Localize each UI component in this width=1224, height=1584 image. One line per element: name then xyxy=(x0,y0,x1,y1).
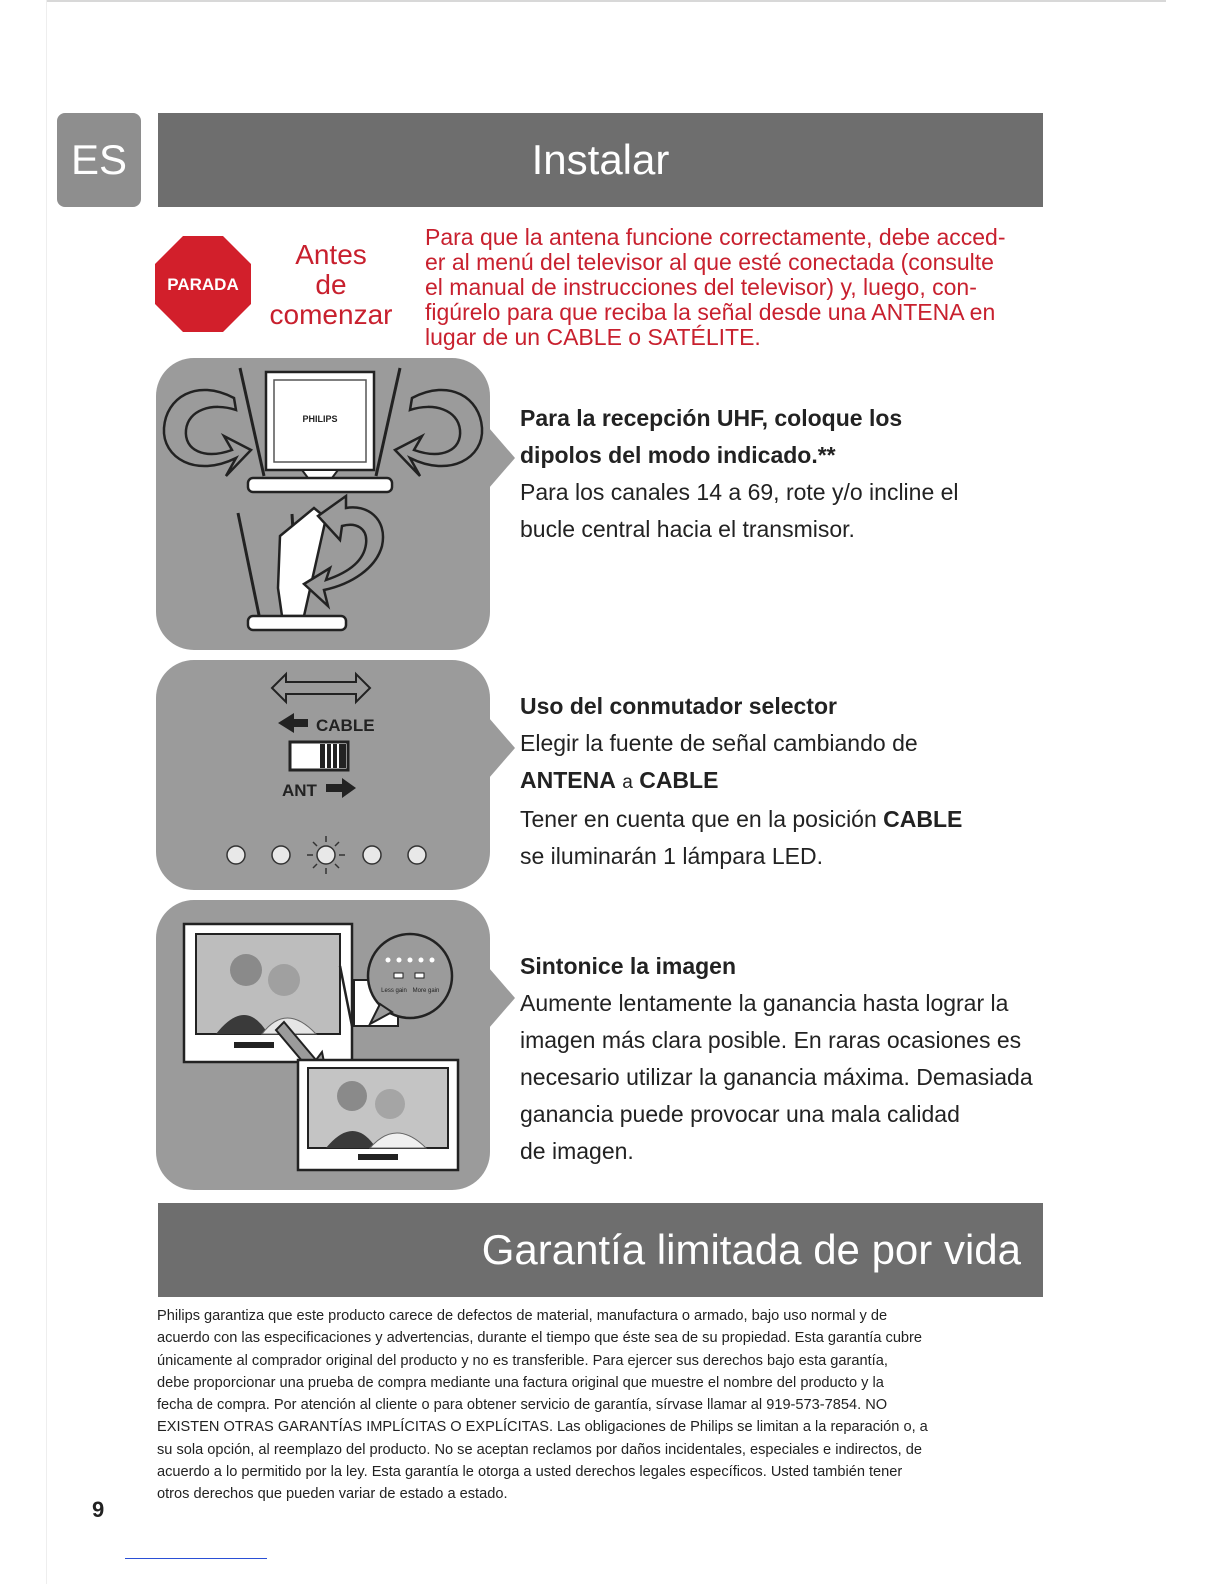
warranty-line: Philips garantiza que este producto carece de defectos de material, manufactura o armado, bajo uso normal y de xyxy=(157,1308,888,1324)
warning-line: er al menú del televisor al que esté conectada (consulte xyxy=(425,249,994,275)
warranty-line: acuerdo con las especificaciones y advertencias, durante el tiempo que éste sea de su propiedad. Esta garantía cubre xyxy=(157,1330,923,1347)
tune-body-line: imagen más clara posible. En raras ocasiones es xyxy=(520,1027,1022,1053)
tune-instructions xyxy=(520,948,1050,1170)
led-indicator xyxy=(227,846,245,864)
install-banner xyxy=(158,113,1043,207)
before-start-line: Antes xyxy=(295,239,367,270)
install-title: Instalar xyxy=(531,136,670,183)
led-indicator xyxy=(408,846,426,864)
tune-body-line: necesario utilizar la ganancia máxima. Demasiada xyxy=(520,1064,1033,1090)
antenna-rotation-illustration xyxy=(156,358,490,650)
page-number: 9 xyxy=(92,1497,105,1522)
footer-link-underline[interactable] xyxy=(125,1558,267,1559)
uhf-body-line: bucle central hacia el transmisor. xyxy=(520,516,855,542)
panel-pointer xyxy=(489,428,515,488)
cable-word: CABLE xyxy=(639,767,719,793)
selector-line: se iluminarán 1 lámpara LED. xyxy=(520,843,823,869)
tune-body-line: de imagen. xyxy=(520,1138,634,1164)
selector-illustration-panel xyxy=(156,660,490,890)
uhf-body-line: Para los canales 14 a 69, rote y/o incline el xyxy=(520,479,959,505)
warranty-line: únicamente al comprador original del producto y no es transferible. Para ejercer sus derechos bajo esta garantía, xyxy=(157,1352,888,1369)
language-tab: ES xyxy=(57,113,141,207)
warranty-line: otros derechos que pueden variar de estado a estado. xyxy=(157,1486,508,1503)
tune-heading: Sintonice la imagen xyxy=(520,953,736,979)
before-start-line: comenzar xyxy=(269,299,393,330)
selector-instructions xyxy=(520,688,1050,875)
tune-body-line: ganancia puede provocar una mala calidad xyxy=(520,1101,960,1127)
warranty-line: fecha de compra. Por atención al cliente o para obtener servicio de garantía, sírvase llamar al 919-573-7854. NO xyxy=(157,1397,888,1414)
warranty-line: EXISTEN OTRAS GARANTÍAS IMPLÍCITAS O EXPLÍCITAS. Las obligaciones de Philips se limitan a la reparación o, a xyxy=(157,1419,928,1436)
panel-pointer xyxy=(489,968,515,1028)
selector-line: Elegir la fuente de señal cambiando de xyxy=(520,730,918,756)
warning-line: lugar de un CABLE o SATÉLITE. xyxy=(425,324,761,350)
before-start-label xyxy=(262,240,400,330)
warranty-text xyxy=(157,1305,1042,1506)
warning-text xyxy=(425,225,1040,350)
less-gain-label: Less gain xyxy=(381,988,407,994)
stop-sign-icon xyxy=(155,236,251,332)
top-rule xyxy=(46,0,1166,2)
stop-sign-label: PARADA xyxy=(167,275,239,294)
led-indicator xyxy=(272,846,290,864)
tv-tuning-illustration xyxy=(156,900,490,1190)
warranty-title: Garantía limitada de por vida xyxy=(481,1226,1021,1273)
uhf-illustration-panel xyxy=(156,358,490,650)
selector-line xyxy=(520,801,1050,838)
more-gain-label: More gain xyxy=(412,988,440,994)
antenna-brand-label: PHILIPS xyxy=(302,414,338,424)
antena-word: ANTENA xyxy=(520,767,616,793)
selector-line xyxy=(520,762,1050,801)
selector-switch-illustration xyxy=(156,660,490,890)
led-lit-icon xyxy=(307,836,345,874)
cable-position-word: CABLE xyxy=(883,806,963,832)
a-word: a xyxy=(622,772,633,793)
uhf-instructions xyxy=(520,400,1050,548)
warning-line: Para que la antena funcione correctamente, debe acced- xyxy=(425,224,1006,250)
left-rule xyxy=(46,0,47,1584)
uhf-heading-line: dipolos del modo indicado.** xyxy=(520,442,836,468)
tune-illustration-panel xyxy=(156,900,490,1190)
warranty-line: acuerdo a lo permitido por la ley. Esta garantía le otorga a usted derechos legales específicos. Usted también tener xyxy=(157,1464,903,1481)
led-indicator xyxy=(363,846,381,864)
panel-pointer xyxy=(489,718,515,778)
ant-switch-label: ANT xyxy=(282,781,317,800)
selector-line-prefix: Tener en cuenta que en la posición xyxy=(520,806,877,832)
tune-body-line: Aumente lentamente la ganancia hasta lograr la xyxy=(520,990,1009,1016)
warning-line: el manual de instrucciones del televisor) y, luego, con- xyxy=(425,274,977,300)
warning-line: figúrelo para que reciba la señal desde una ANTENA en xyxy=(425,299,996,325)
cable-switch-label: CABLE xyxy=(316,716,375,735)
before-start-line: de xyxy=(315,269,347,300)
warranty-line: debe proporcionar una prueba de compra mediante una factura original que muestre el nombre del producto y la xyxy=(157,1374,884,1391)
selector-heading: Uso del conmutador selector xyxy=(520,693,837,719)
uhf-heading-line: Para la recepción UHF, coloque los xyxy=(520,405,903,431)
warranty-banner xyxy=(158,1203,1043,1297)
warranty-line: su sola opción, al reemplazo del producto. No se aceptan reclamos por daños incidentales, especiales e indirectos, de xyxy=(157,1441,922,1458)
